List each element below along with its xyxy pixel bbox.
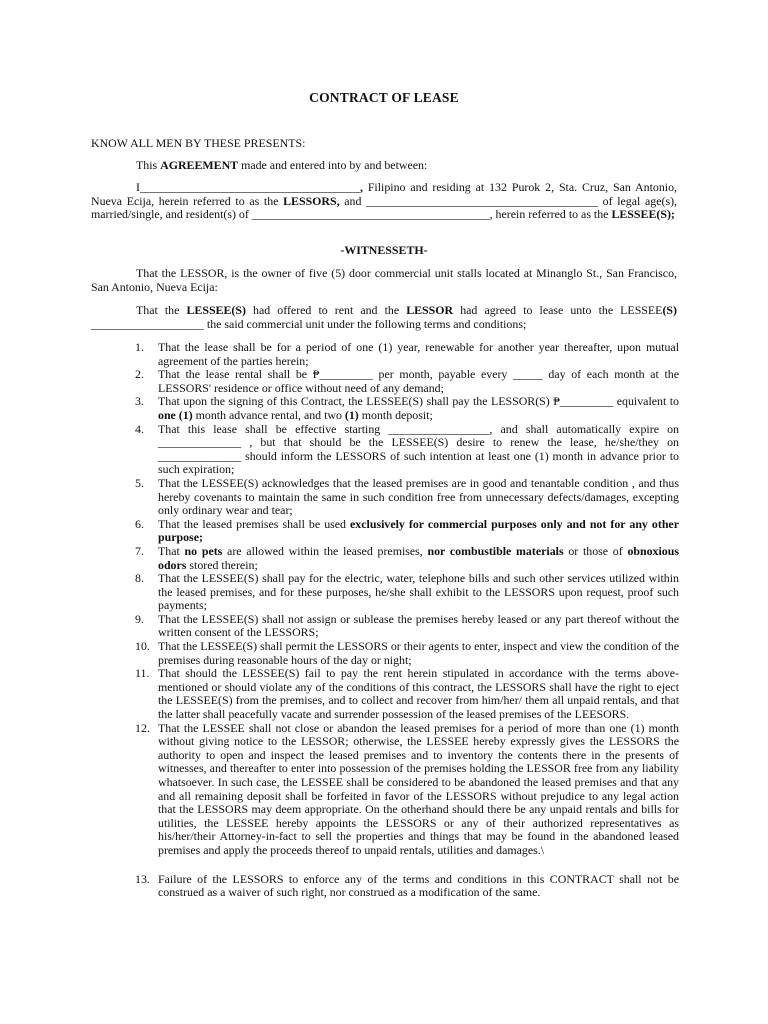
term-number: 8.	[135, 571, 144, 586]
term-text: or those of	[563, 543, 628, 558]
term-item-2	[91, 368, 679, 395]
term-number: 1.	[135, 340, 144, 354]
terms-list	[91, 341, 679, 900]
know-all-heading: KNOW ALL MEN BY THESE PRESENTS:	[91, 136, 306, 150]
term-text: That the leased premises shall be used	[158, 516, 351, 531]
offer-text-1: That the	[136, 303, 187, 317]
term-item-10	[91, 640, 679, 667]
agreement-intro-post: made and entered into by and between:	[238, 158, 428, 172]
term-item-6	[91, 518, 679, 545]
term-item-12	[91, 722, 679, 858]
term-text: That upon the signing of this Contract, the LESSEE(S) shall pay the LESSOR(S) ₱_________ equivalent to	[158, 394, 679, 409]
term-text-bold: obnoxious odors	[158, 543, 679, 572]
term-item-11	[91, 667, 679, 721]
term-text-bold: nor combustible materials	[427, 543, 564, 558]
term-text: That the lease shall be for a period of one (1) year, renewable for another year thereafter, upon mutual agreement of the parties herein;	[158, 340, 679, 368]
term-text: That the LESSEE(S) shall permit the LESSORS or their agents to enter, inspect and view the condition of the premises during reasonable hours of the day or night;	[158, 639, 679, 667]
term-text-bold: exclusively for commercial purposes only and not for any other purpose;	[158, 516, 679, 545]
owner-paragraph: That the LESSOR, is the owner of five (5) door commercial unit stalls located at Minanglo St., San Francisco, San Antonio, Nueva Ecija:	[91, 266, 677, 294]
term-text: month advance rental, and two	[192, 407, 345, 422]
term-text: stored therein;	[186, 557, 258, 572]
offer-paragraph	[91, 304, 677, 331]
term-number: 9.	[135, 611, 144, 626]
term-text-bold: no pets	[184, 543, 223, 558]
term-number: 13.	[135, 871, 150, 886]
term-text: That the LESSEE(S) acknowledges that the leased premises are in good and tenantable condition , and thus hereby covenants to maintain the same in such condition free from unnecessary defects/damages, excepting only ordinary wear and tear;	[158, 475, 679, 518]
witnesseth-heading: -WITNESSETH-	[340, 243, 428, 257]
term-text: That the lease rental shall be ₱_________ per month, payable every _____ day of each month at the LESSORS' residence or office without need of any demand;	[158, 367, 679, 395]
offer-text-4: ___________________ the said commercial unit under the following terms and conditions;	[91, 316, 527, 331]
lessor-name-blank: I_____________________________________	[136, 180, 360, 194]
parties-text-1: Filipino and residing at 132 Purok 2, Sta. Cruz, San Antonio, Nueva Ecija, herein referred to as the	[91, 180, 677, 208]
term-text-bold: one (1)	[158, 407, 193, 422]
term-number: 5.	[135, 475, 144, 490]
term-text: are allowed within the leased premises,	[222, 543, 428, 558]
term-text: That the LESSEE(S) shall pay for the electric, water, telephone bills and such other services utilized within the leased premises, and for these purposes, he/she shall exhibit to the LESSORS upon request, proof such payments;	[158, 571, 679, 613]
term-text: month deposit;	[358, 407, 433, 422]
term-item-13	[91, 873, 679, 900]
parties-paragraph	[91, 181, 677, 222]
term-item-7	[91, 545, 679, 572]
term-item-3	[91, 395, 679, 422]
lessees-term: LESSEE(S);	[611, 207, 675, 222]
term-number: 3.	[135, 394, 144, 409]
parties-text-2: and _______________________________________ of legal age(s), married/single, and resident(s) of ________________________________________, herein referred to as the	[91, 193, 677, 222]
term-item-9	[91, 613, 679, 640]
term-text: Failure of the LESSORS to enforce any of the terms and conditions in this CONTRACT shall not be construed as a waiver of such right, nor construed as a modification of the same.	[158, 871, 679, 900]
agreement-intro	[136, 159, 427, 173]
term-item-5	[91, 477, 679, 518]
lessor-blank-comma: ,	[359, 180, 363, 194]
term-number: 4.	[135, 421, 144, 436]
term-text: That	[158, 543, 185, 558]
term-text: That the LESSEE(S) shall not assign or sublease the premises hereby leased or any part thereof without the written consent of the LESSORS;	[158, 611, 679, 640]
agreement-word: AGREEMENT	[160, 158, 239, 172]
offer-text-2: had offered to rent and the	[245, 303, 407, 317]
term-item-4	[91, 423, 679, 477]
term-number: 7.	[135, 543, 144, 558]
lessors-term: LESSORS,	[283, 193, 340, 208]
offer-s-term: (S)	[662, 303, 677, 317]
term-number: 6.	[135, 516, 144, 531]
offer-lessor-term: LESSOR	[406, 303, 454, 317]
offer-lessee-term: LESSEE(S)	[186, 303, 246, 317]
term-number: 10.	[135, 639, 150, 654]
term-number: 11.	[135, 666, 150, 681]
offer-text-3: had agreed to lease unto the LESSEE	[453, 303, 663, 317]
agreement-intro-pre: This	[136, 158, 161, 172]
term-text-bold: (1)	[344, 407, 359, 422]
document-title: CONTRACT OF LEASE	[309, 90, 459, 105]
term-item-1	[91, 341, 679, 368]
term-item-8	[91, 572, 679, 613]
term-number: 12.	[135, 720, 150, 735]
term-text: That should the LESSEE(S) fail to pay the rent herein stipulated in accordance with the terms above-mentioned or should violate any of the conditions of this contract, the LESSORS shall have the right to eject the LESSEE(S) from the premises, and to collect and recover from him/her/ them all unpaid rentals, and that the latter shall peacefully vacate and surrender possession of the leased premises of the LEESORS.	[158, 666, 679, 722]
term-number: 2.	[135, 367, 144, 382]
term-text: That this lease shall be effective starting _________________, and shall automatically expire on ______________ , but that should be the LESSEE(S) desire to renew the lease, he/she/they on ______________ should inform the LESSORS of such intention at least one (1) month in advance prior to such expiration;	[158, 421, 679, 477]
term-text: That the LESSEE shall not close or abandon the leased premises for a period of more than one (1) month without giving notice to the LESSOR; otherwise, the LESSEE hereby expressly gives the LESSORS the authority to open and inspect the leased premises and to inventory the contents there in the presents of witnesses, and thereafter to enter into possession of the premises holding the LESSOR free from any liability whatsoever. In such case, the LESSEE shall be considered to be abandoned the leased premises and that any and all remaining deposit shall be forfeited in favor of the LESSORS without prejudice to any legal action that the LESSORS may deem appropriate. On the otherhand should there be any unpaid rentals and bills for utilities, the LESSEE hereby appoints the LESSORS or any of their authorized representatives as his/her/their Attorney-in-fact to sell the properties and things that may be found in the abandoned leased premises and apply the proceeds thereof to unpaid rentals, utilities and damages.\	[158, 720, 679, 857]
